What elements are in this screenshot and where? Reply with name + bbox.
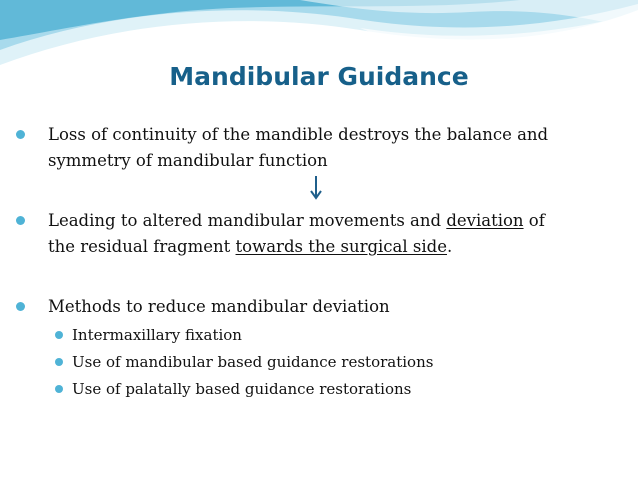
- bullet-dot-icon: [16, 216, 25, 225]
- sub-bullet-text: Use of palatally based guidance restorations: [72, 380, 412, 398]
- bullet-text: [48, 208, 623, 260]
- bullet-dot-icon: [55, 358, 63, 366]
- text-run: Leading to altered mandibular movements and: [48, 211, 447, 230]
- bullet-line: symmetry of mandibular function: [48, 151, 328, 170]
- text-run: the residual fragment: [48, 237, 236, 256]
- text-run: .: [446, 237, 453, 256]
- slide-title: Mandibular Guidance: [169, 62, 469, 91]
- text-run: of: [523, 211, 545, 230]
- bullet-text: [48, 122, 623, 174]
- bullet-dot-icon: [16, 130, 25, 139]
- underlined-term: deviation: [446, 211, 524, 230]
- underlined-phrase: towards the surgical side: [235, 237, 447, 256]
- sub-bullet-text: Intermaxillary fixation: [72, 326, 242, 344]
- bullet-line: Loss of continuity of the mandible destroys the balance and: [48, 125, 549, 144]
- bullet-text: Methods to reduce mandibular deviation: [48, 297, 390, 316]
- bullet-dot-icon: [55, 385, 63, 393]
- down-arrow-icon: [308, 175, 324, 201]
- bullet-dot-icon: [55, 331, 63, 339]
- bullet-dot-icon: [16, 302, 25, 311]
- sub-bullet-text: Use of mandibular based guidance restorations: [72, 353, 434, 371]
